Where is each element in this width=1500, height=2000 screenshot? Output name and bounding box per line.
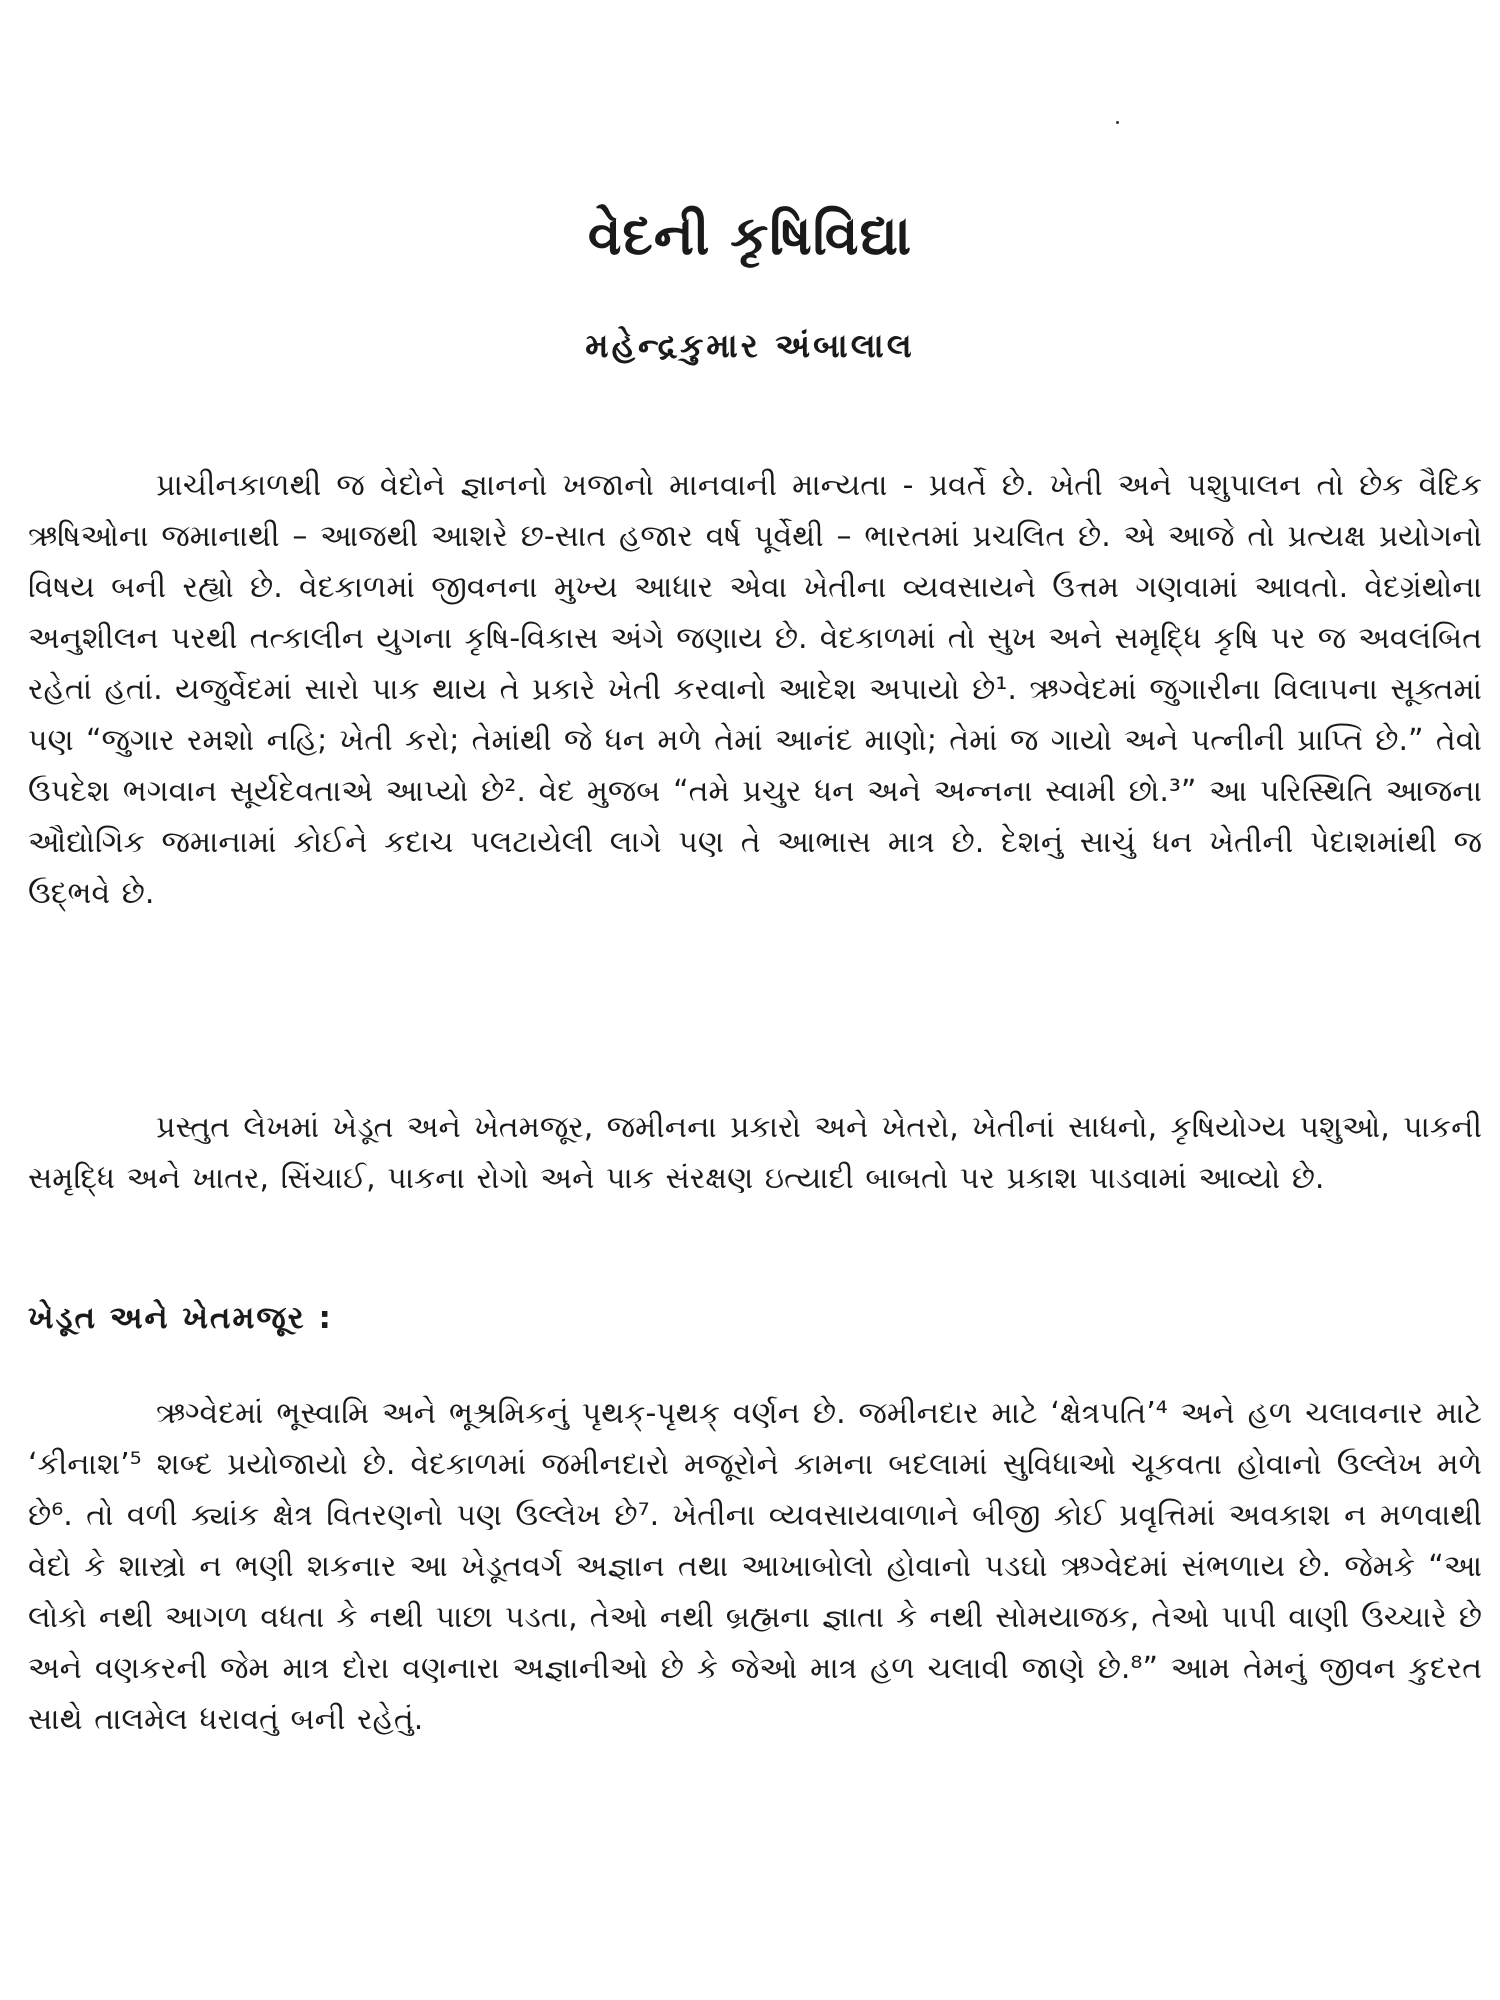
paragraph-farmers: ઋગ્વેદમાં ભૂસ્વામિ અને ભૂશ્રમિકનું પૃથક્-પૃથક્ વર્ણન છે. જમીનદાર માટે ‘ક્ષેત્રપતિ’⁴ અને હળ ચલાવનાર માટે ‘કીનાશ’⁵ શબ્દ પ્રયોજાયો છે. વેદકાળમાં જમીનદારો મજૂરોને કામના બદલામાં સુવિધાઓ ચૂકવતા હોવાનો ઉલ્લેખ મળે છે⁶. તો વળી ક્યાંક ક્ષેત્ર વિતરણનો પણ ઉલ્લેખ છે⁷. ખેતીના વ્યવસાયવાળાને બીજી કોઈ પ્રવૃત્તિમાં અવકાશ ન મળવાથી વેદો કે શાસ્ત્રો ન ભણી શકનાર આ ખેડૂતવર્ગ અજ્ઞાન તથા આખાબોલો હોવાનો પડઘો ઋગ્વેદમાં સંભળાય છે. જેમકે “આ લોકો નથી આગળ વધતા કે નથી પાછા પડતા, તેઓ નથી બ્રહ્મના જ્ઞાતા કે નથી સોમયાજક, તેઓ પાપી વાણી ઉચ્ચારે છે અને વણકરની જેમ માત્ર દોરા વણનારા અજ્ઞાનીઓ છે કે જેઓ માત્ર હળ ચલાવી જાણે છે.⁸” આમ તેમનું જીવન કુદરત સાથે તાલમેલ ધરાવતું બની રહેતું. xyxy=(28,1396,1482,1737)
section-heading-farmers: ખેડૂત અને ખેતમજૂર : xyxy=(28,1300,333,1336)
article-author: મહેન્દ્રકુમાર અંબાલાલ xyxy=(585,326,915,365)
paragraph-intro: પ્રાચીનકાળથી જ વેદોને જ્ઞાનનો ખજાનો માનવાની માન્યતા - પ્રવર્તે છે. ખેતી અને પશુપાલન તો છેક વૈદિક ઋષિઓના જમાનાથી – આજથી આશરે છ-સાત હજાર વર્ષ પૂર્વેથી – ભારતમાં પ્રચલિત છે. એ આજે તો પ્રત્યક્ષ પ્રયોગનો વિષય બની રહ્યો છે. વેદકાળમાં જીવનના મુખ્ય આધાર એવા ખેતીના વ્યવસાયને ઉત્તમ ગણવામાં આવતો. વેદગ્રંથોના અનુશીલન પરથી તત્કાલીન યુગના કૃષિ-વિકાસ અંગે જણાય છે. વેદકાળમાં તો સુખ અને સમૃદ્ધિ કૃષિ પર જ અવલંબિત રહેતાં હતાં. યજુર્વેદમાં સારો પાક થાય તે પ્રકારે ખેતી કરવાનો આદેશ અપાયો છે¹. ઋગ્વેદમાં જુગારીના વિલાપના સૂક્તમાં પણ “જુગાર રમશો નહિ; ખેતી કરો; તેમાંથી જે ધન મળે તેમાં આનંદ માણો; તેમાં જ ગાયો અને પત્નીની પ્રાપ્તિ છે.” તેવો ઉપદેશ ભગવાન સૂર્યદેવતાએ આપ્યો છે². વેદ મુજબ “તમે પ્રચુર ધન અને અન્નના સ્વામી છો.³” આ પરિસ્થિતિ આજના ઔદ્યોગિક જમાનામાં કોઈને કદાચ પલટાયેલી લાગે પણ તે આભાસ માત્ર છે. દેશનું સાચું ધન ખેતીની પેદાશમાંથી જ ઉદ્ભવે છે. xyxy=(28,468,1482,911)
article-title: વેદની કૃષિવિદ્યા xyxy=(587,204,913,268)
paragraph-scope: પ્રસ્તુત લેખમાં ખેડૂત અને ખેતમજૂર, જમીનના પ્રકારો અને ખેતરો, ખેતીનાં સાધનો, કૃષિયોગ્ય પશુઓ, પાકની સમૃદ્ધિ અને ખાતર, સિંચાઈ, પાકના રોગો અને પાક સંરક્ષણ ઇત્યાદી બાબતો પર પ્રકાશ પાડવામાં આવ્યો છે. xyxy=(28,1110,1482,1196)
speck-mark xyxy=(1116,121,1119,124)
